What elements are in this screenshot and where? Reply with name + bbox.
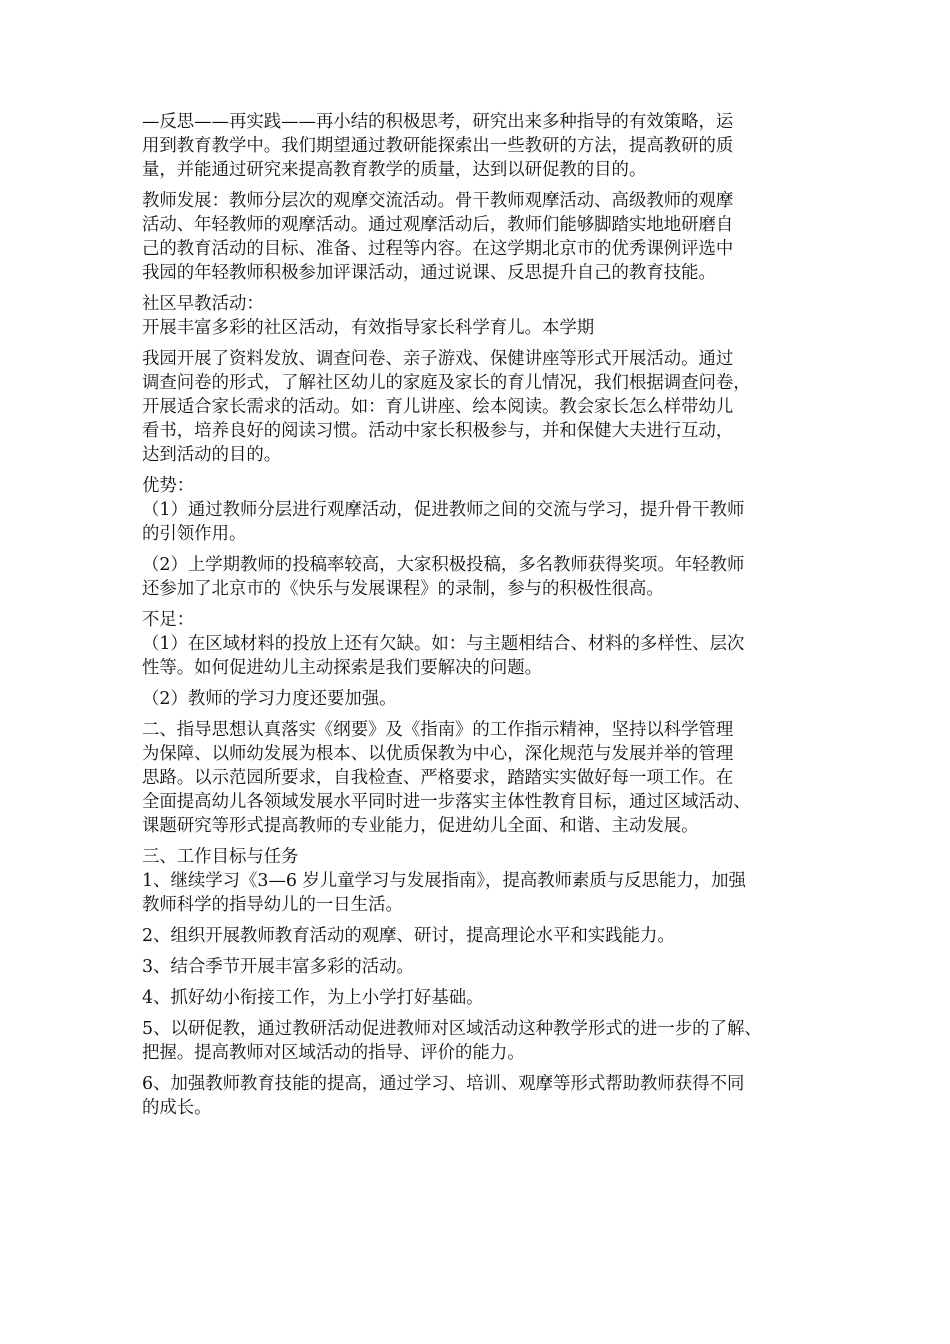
paragraph [142, 924, 822, 948]
text-line: 课题研究等形式提高教师的专业能力，促进幼儿全面、和谐、主动发展。 [142, 816, 699, 836]
text-line: 思路。以示范园所要求，自我检查、严格要求，踏踏实实做好每一项工作。在 [142, 768, 734, 788]
text-line: 把握。提高教师对区域活动的指导、评价的能力。 [142, 1043, 525, 1063]
document-body [142, 110, 822, 1127]
paragraph [142, 632, 822, 680]
text-line: 性等。如何促进幼儿主动探索是我们要解决的问题。 [142, 658, 542, 678]
paragraph [142, 986, 822, 1010]
paragraph [142, 718, 822, 838]
text-line: （2）教师的学习力度还要加强。 [142, 689, 397, 709]
text-line: —反思——再实践——再小结的积极思考，研究出来多种指导的有效策略，运 [142, 112, 734, 132]
paragraph [142, 1017, 822, 1065]
text-line: 还参加了北京市的《快乐与发展课程》的录制，参与的积极性很高。 [142, 579, 664, 599]
text-line: 不足： [142, 610, 195, 630]
paragraph [142, 687, 822, 711]
text-line: 开展适合家长需求的活动。如：育儿讲座、绘本阅读。教会家长怎么样带幼儿 [142, 397, 734, 417]
text-line: 我园的年轻教师积极参加评课活动，通过说课、反思提升自己的教育技能。 [142, 263, 716, 283]
text-line: 为保障、以师幼发展为根本、以优质保教为中心，深化规范与发展并举的管理 [142, 744, 734, 764]
paragraph [142, 189, 822, 285]
text-line: 达到活动的目的。 [142, 445, 282, 465]
paragraph [142, 292, 822, 316]
paragraph [142, 316, 822, 340]
text-line: 1、继续学习《3—6 岁儿童学习与发展指南》，提高教师素质与反思能力，加强 [142, 871, 746, 891]
text-line: 三、工作目标与任务 [142, 847, 299, 867]
text-line: 社区早教活动： [142, 294, 264, 314]
text-line: 2、组织开展教师教育活动的观摩、研讨，提高理论水平和实践能力。 [142, 926, 675, 946]
text-line: 4、抓好幼小衔接工作，为上小学打好基础。 [142, 988, 484, 1008]
text-line: 教师科学的指导幼儿的一日生活。 [142, 895, 403, 915]
paragraph [142, 608, 822, 632]
paragraph [142, 869, 822, 917]
text-line: （2）上学期教师的投稿率较高，大家积极投稿，多名教师获得奖项。年轻教师 [142, 555, 745, 575]
text-line: 的成长。 [142, 1098, 212, 1118]
text-line: 调查问卷的形式，了解社区幼儿的家庭及家长的育儿情况，我们根据调查问卷， [142, 373, 751, 393]
text-line: 5、以研促教，通过教研活动促进教师对区域活动这种教学形式的进一步的了解、 [142, 1019, 762, 1039]
paragraph [142, 474, 822, 498]
paragraph [142, 110, 822, 182]
text-line: 6、加强教师教育技能的提高，通过学习、培训、观摩等形式帮助教师获得不同 [142, 1074, 745, 1094]
paragraph [142, 498, 822, 546]
text-line: 量，并能通过研究来提高教育教学的质量，达到以研促教的目的。 [142, 160, 647, 180]
paragraph [142, 347, 822, 467]
paragraph [142, 845, 822, 869]
text-line: 全面提高幼儿各领域发展水平同时进一步落实主体性教育目标，通过区域活动、 [142, 792, 751, 812]
text-line: 教师发展：教师分层次的观摩交流活动。骨干教师观摩活动、高级教师的观摩 [142, 191, 734, 211]
text-line: （1）在区域材料的投放上还有欠缺。如：与主题相结合、材料的多样性、层次 [142, 634, 745, 654]
text-line: 优势： [142, 476, 195, 496]
text-line: （1）通过教师分层进行观摩活动，促进教师之间的交流与学习，提升骨干教师 [142, 500, 745, 520]
paragraph [142, 1072, 822, 1120]
text-line: 我园开展了资料发放、调查问卷、亲子游戏、保健讲座等形式开展活动。通过 [142, 349, 734, 369]
paragraph [142, 553, 822, 601]
text-line: 活动、年轻教师的观摩活动。通过观摩活动后，教师们能够脚踏实地地研磨自 [142, 215, 734, 235]
text-line: 二、指导思想认真落实《纲要》及《指南》的工作指示精神，坚持以科学管理 [142, 720, 734, 740]
text-line: 开展丰富多彩的社区活动，有效指导家长科学育儿。本学期 [142, 318, 595, 338]
text-line: 用到教育教学中。我们期望通过教研能探索出一些教研的方法，提高教研的质 [142, 136, 734, 156]
text-line: 3、结合季节开展丰富多彩的活动。 [142, 957, 414, 977]
text-line: 看书，培养良好的阅读习惯。活动中家长积极参与，并和保健大夫进行互动， [142, 421, 734, 441]
text-line: 的引领作用。 [142, 524, 247, 544]
paragraph [142, 955, 822, 979]
text-line: 己的教育活动的目标、准备、过程等内容。在这学期北京市的优秀课例评选中 [142, 239, 734, 259]
